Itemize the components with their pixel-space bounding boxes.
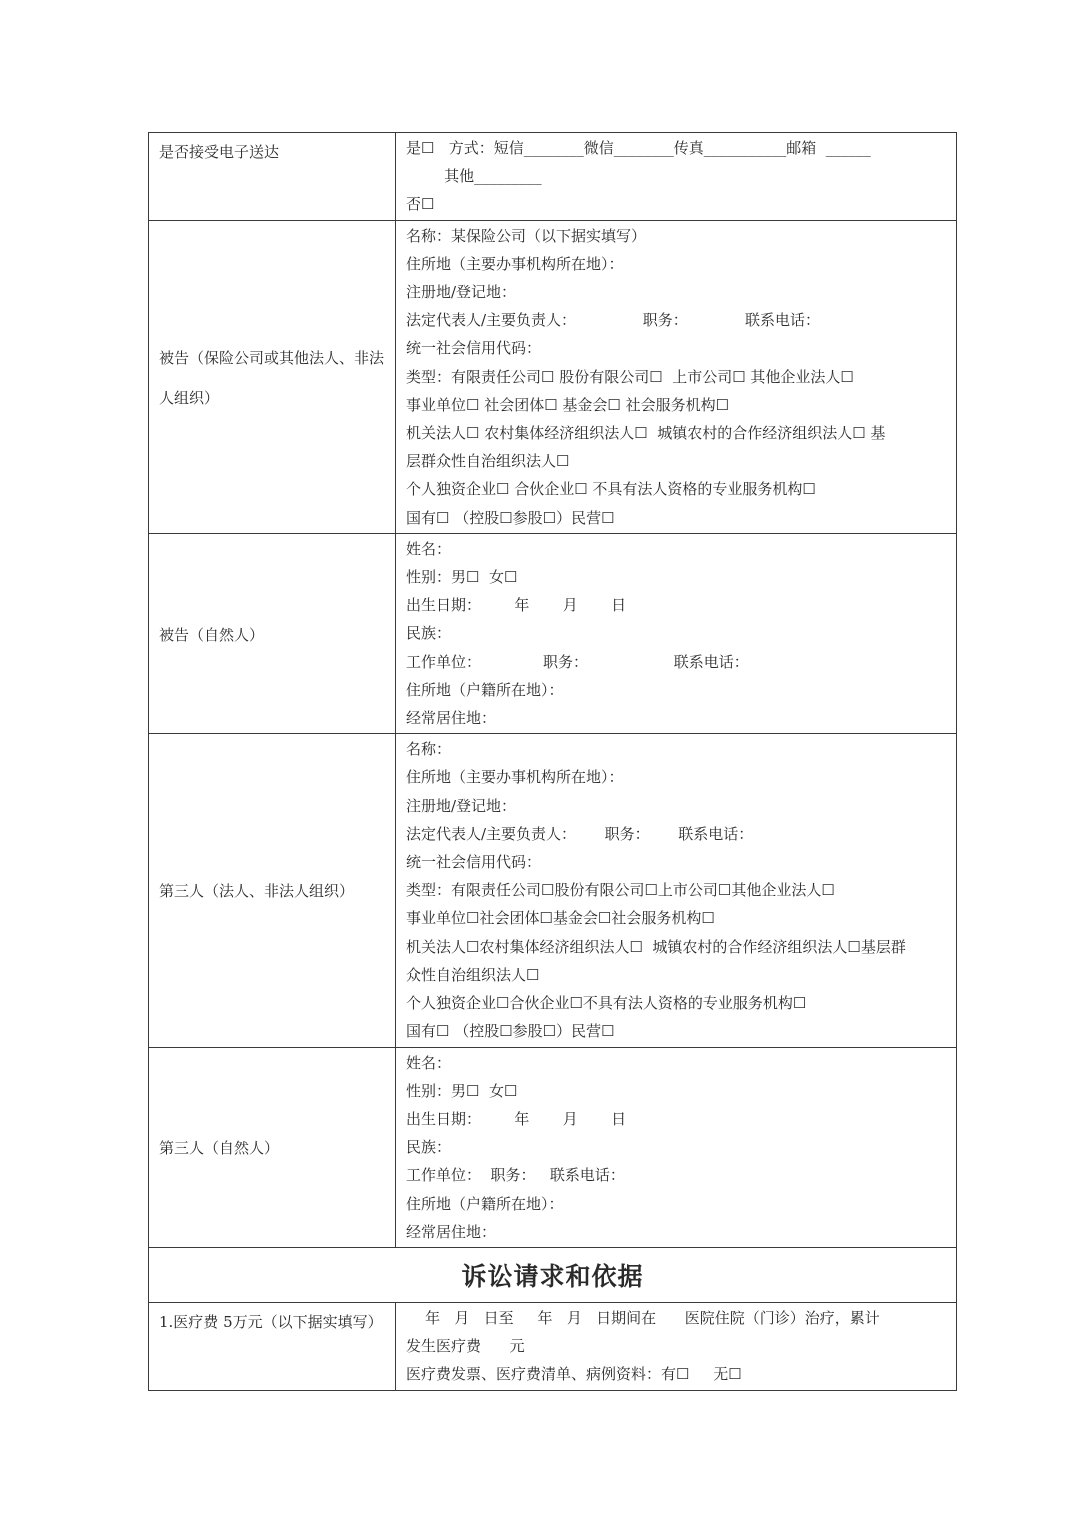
text-line: 注册地/登记地： [406, 283, 517, 302]
text-line: 经常居住地： [406, 1222, 497, 1241]
field-medical-claim[interactable] [396, 1302, 957, 1390]
text-line: 性别：男☐ 女☐ [406, 568, 518, 587]
text-line: 住所地（户籍所在地）： [406, 680, 564, 699]
text-line: 名称： [406, 740, 452, 759]
field-third-party-person[interactable] [396, 1047, 957, 1247]
text-line: 医疗费发票、医疗费清单、病例资料：有☐ 无☐ [406, 1365, 742, 1384]
text-line: 统一社会信用代码： [406, 853, 542, 872]
text-line: 民族： [406, 1138, 452, 1157]
label-medical-claim: 1.医疗费 5万元（以下据实填写） [149, 1302, 396, 1390]
section-title: 诉讼请求和依据 [149, 1247, 957, 1302]
label-third-party-person: 第三人（自然人） [149, 1047, 396, 1247]
row-medical-claim [149, 1302, 957, 1390]
text-line: 性别：男☐ 女☐ [406, 1081, 518, 1100]
litigation-form-table [148, 132, 957, 1391]
text-line: 机关法人☐农村集体经济组织法人☐ 城镇农村的合作经济组织法人☐基层群 [406, 937, 906, 956]
text-line: 法定代表人/主要负责人： 职务： 联系电话： [406, 311, 821, 330]
text-line: 个人独资企业☐ 合伙企业☐ 不具有法人资格的专业服务机构☐ [406, 480, 816, 499]
text-line: 年 月 日至 年 月 日期间在 医院住院（门诊）治疗，累计 [406, 1308, 880, 1327]
text-line: 事业单位☐社会团体☐基金会☐社会服务机构☐ [406, 909, 715, 928]
row-defendant-person [149, 533, 957, 733]
text-line: 经常居住地： [406, 709, 497, 728]
label-electronic-service: 是否接受电子送达 [149, 133, 396, 221]
label-defendant-person: 被告（自然人） [149, 533, 396, 733]
text-line: 类型：有限责任公司☐股份有限公司☐上市公司☐其他企业法人☐ [406, 881, 835, 900]
row-third-party-person [149, 1047, 957, 1247]
text-line: 工作单位： 职务： 联系电话： [406, 652, 749, 671]
text-line: 姓名： [406, 1053, 452, 1072]
text-line: 其他_________ [406, 167, 542, 186]
text-line: 注册地/登记地： [406, 796, 517, 815]
text-line: 众性自治组织法人☐ [406, 965, 540, 984]
field-electronic-service[interactable] [396, 133, 957, 221]
text-line: 事业单位☐ 社会团体☐ 基金会☐ 社会服务机构☐ [406, 395, 730, 414]
field-defendant-company[interactable] [396, 220, 957, 533]
row-electronic-service [149, 133, 957, 221]
text-line: 民族： [406, 624, 452, 643]
text-line: 类型：有限责任公司☐ 股份有限公司☐ 上市公司☐ 其他企业法人☐ [406, 367, 854, 386]
label-defendant-company: 被告（保险公司或其他法人、非法人组织） [149, 220, 396, 533]
text-line: 住所地（主要办事机构所在地）： [406, 768, 624, 787]
text-line: 出生日期： 年 月 日 [406, 596, 627, 615]
text-line: 法定代表人/主要负责人： 职务： 联系电话： [406, 824, 754, 843]
text-line: 机关法人☐ 农村集体经济组织法人☐ 城镇农村的合作经济组织法人☐ 基 [406, 424, 886, 443]
text-line: 国有☐ （控股☐参股☐）民营☐ [406, 508, 615, 527]
row-third-party-org [149, 734, 957, 1047]
text-line: 统一社会信用代码： [406, 339, 542, 358]
field-third-party-org[interactable] [396, 734, 957, 1047]
text-line: 工作单位： 职务： 联系电话： [406, 1166, 625, 1185]
text-line: 层群众性自治组织法人☐ [406, 452, 570, 471]
text-line: 住所地（主要办事机构所在地）： [406, 254, 624, 273]
text-line: 出生日期： 年 月 日 [406, 1109, 627, 1128]
label-third-party-org: 第三人（法人、非法人组织） [149, 734, 396, 1047]
text-line: 发生医疗费 元 [406, 1337, 525, 1356]
field-defendant-person[interactable] [396, 533, 957, 733]
text-line: 个人独资企业☐合伙企业☐不具有法人资格的专业服务机构☐ [406, 994, 807, 1013]
text-line: 住所地（户籍所在地）： [406, 1194, 564, 1213]
row-section-title [149, 1247, 957, 1302]
text-line: 国有☐ （控股☐参股☐）民营☐ [406, 1022, 615, 1041]
text-line: 是☐ 方式：短信________微信________传真___________邮箱 ______ [406, 139, 871, 157]
text-line: 否☐ [406, 195, 435, 214]
row-defendant-company [149, 220, 957, 533]
text-line: 名称：某保险公司（以下据实填写） [406, 226, 647, 245]
text-line: 姓名： [406, 539, 452, 558]
